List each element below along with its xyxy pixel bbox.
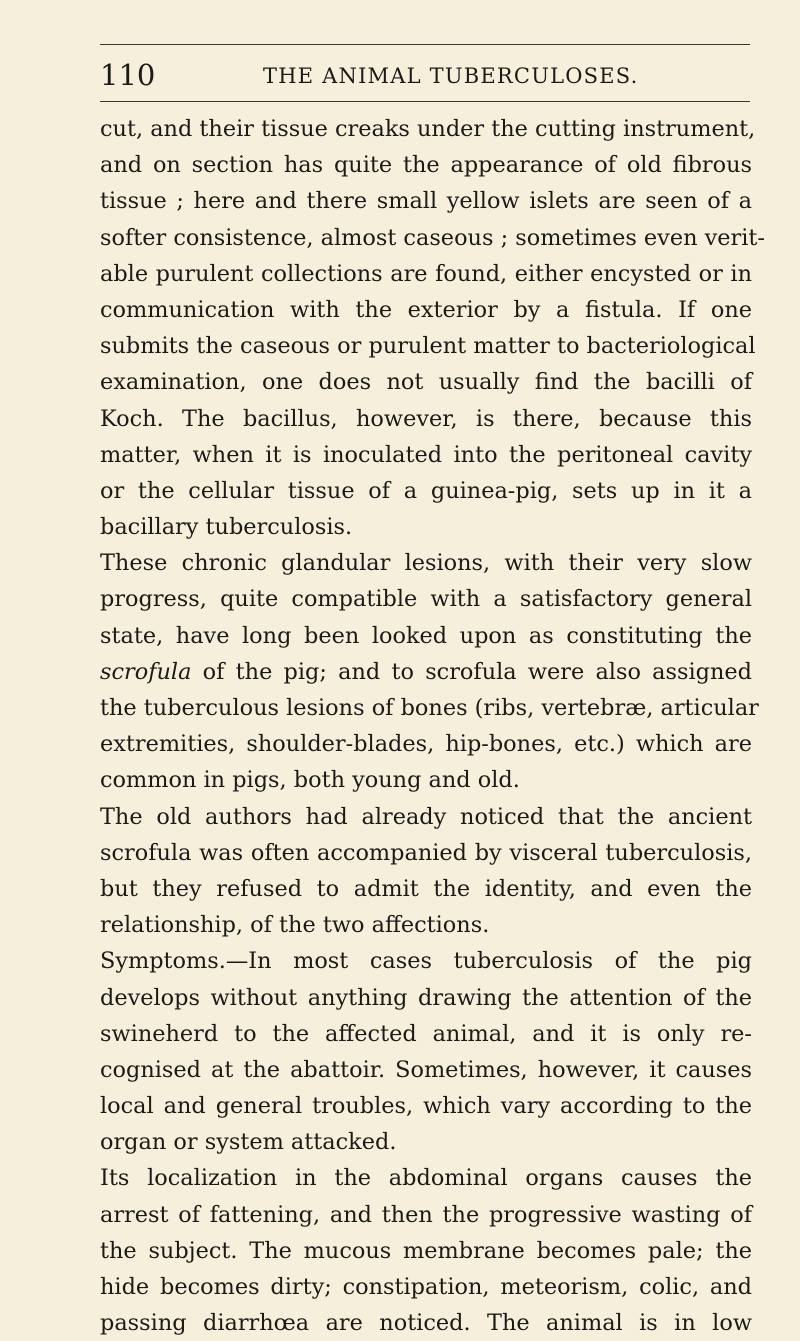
text-line: bacillary tuberculosis. xyxy=(100,514,353,541)
text-line: but they refused to admit the identity, and even the xyxy=(100,875,752,902)
text-line: hide becomes dirty; constipation, meteorism, colic, and xyxy=(100,1274,752,1300)
header-top-rule xyxy=(100,44,750,45)
text-line: the tuberculous lesions of bones (ribs, vertebræ, articular xyxy=(100,695,759,721)
text-line: scrofula was often accompanied by visceral tuberculosis, xyxy=(100,839,752,866)
text-line: arrest of fattening, and then the progressive wasting of xyxy=(100,1201,752,1228)
text-line: and on section has quite the appearance of old fibrous xyxy=(100,152,752,179)
text-line: Symptoms.—In most cases tuberculosis of the pig xyxy=(100,948,752,975)
text-line-mixed xyxy=(100,654,752,690)
text-line: local and general troubles, which vary according to the xyxy=(100,1093,752,1120)
text-line: tissue ; here and there small yellow islets are seen of a xyxy=(100,188,752,215)
text-line: the subject. The mucous membrane becomes pale; the xyxy=(100,1237,752,1264)
text-line: Its localization in the abdominal organs causes the xyxy=(100,1165,752,1192)
text-line: softer consistence, almost caseous ; sometimes even verit- xyxy=(100,224,765,251)
text-line: extremities, shoulder-blades, hip-bones, etc.) which are xyxy=(100,731,752,758)
text-line: These chronic glandular lesions, with their very slow xyxy=(100,550,752,577)
text-line: able purulent collections are found, either encysted or in xyxy=(100,260,752,287)
text-line: cut, and their tissue creaks under the cutting instrument, xyxy=(100,116,756,142)
text-line: develops without anything drawing the attention of the xyxy=(100,984,752,1011)
text-line: state, have long been looked upon as constituting the xyxy=(100,622,752,649)
text-line: submits the caseous or purulent matter to bacteriological xyxy=(100,333,756,360)
body-text xyxy=(100,111,765,1341)
text-line: communication with the exterior by a fistula. If one xyxy=(100,296,752,323)
text-line: common in pigs, both young and old. xyxy=(100,767,520,794)
page-number: 110 xyxy=(100,58,156,92)
text-line: examination, one does not usually find the bacilli of xyxy=(100,369,752,396)
text-line: Koch. The bacillus, however, is there, because this xyxy=(100,405,752,432)
text-line: organ or system attacked. xyxy=(100,1129,397,1156)
running-head: THE ANIMAL TUBERCULOSES. xyxy=(263,64,639,88)
text-line: or the cellular tissue of a guinea-pig, sets up in it a xyxy=(100,477,752,504)
header-bottom-rule xyxy=(100,101,750,102)
text-line: cognised at the abattoir. Sometimes, however, it causes xyxy=(100,1056,752,1083)
text-line-remainder: of the pig; and to scrofula were also assigned xyxy=(191,658,752,685)
text-line: The old authors had already noticed that the ancient xyxy=(100,803,752,830)
text-line: matter, when it is inoculated into the peritoneal cavity xyxy=(100,441,752,468)
text-line: relationship, of the two affections. xyxy=(100,912,490,939)
text-line: progress, quite compatible with a satisfactory general xyxy=(100,586,752,613)
italic-term: scrofula xyxy=(100,658,192,685)
text-line: passing diarrhœa are noticed. The animal is in low xyxy=(100,1310,752,1337)
text-line: swineherd to the affected animal, and it is only re- xyxy=(100,1020,752,1047)
